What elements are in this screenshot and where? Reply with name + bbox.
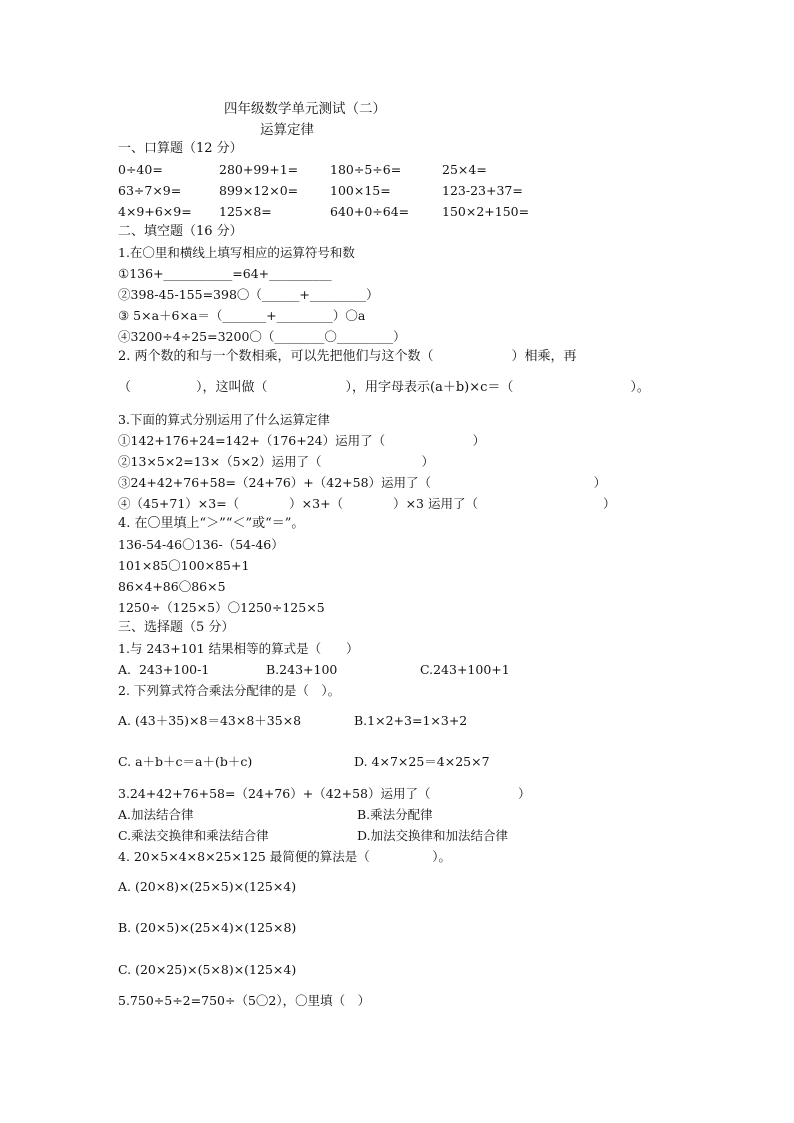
fill-q1-item: ②398-45-155=398〇（______+_________） <box>118 287 379 302</box>
choice-option: A.加法结合律 <box>118 807 194 822</box>
fill-q3-item: ①142+176+24=142+（176+24）运用了（ ） <box>118 433 486 448</box>
choice-q3-stem: 3.24+42+76+58=（24+76）+（42+58）运用了（ ） <box>118 786 531 801</box>
oral-item: 150×2+150= <box>442 204 530 219</box>
page-title: 四年级数学单元测试（二） <box>224 101 386 117</box>
fill-q2-line: 2. 两个数的和与一个数相乘，可以先把他们与这个数（ ）相乘，再 <box>118 349 577 364</box>
fill-q3-item: ③24+42+76+58=（24+76）+（42+58）运用了（ ） <box>118 475 607 490</box>
fill-q1-item: ④3200÷4÷25=3200〇（________〇_________） <box>118 329 406 344</box>
page-subtitle: 运算定律 <box>260 122 314 138</box>
oral-item: 100×15= <box>330 183 391 198</box>
section-2-heading: 二、填空题（16 分） <box>118 224 243 239</box>
choice-q5-stem: 5.750÷5÷2=750÷（5〇2），〇里填（ ） <box>118 993 371 1008</box>
fill-q3-item: ④（45+71）×3=（ ）×3+（ ）×3 运用了（ ） <box>118 496 616 511</box>
compare-item: 101×85〇100×85+1 <box>118 558 250 573</box>
oral-item: 4×9+6×9= <box>118 204 192 219</box>
choice-option: B.乘法分配律 <box>357 807 433 822</box>
fill-q2-line: （ ），这叫做（ ），用字母表示(a＋b)×c＝（ ）。 <box>118 380 650 395</box>
choice-option: A. (20×8)×(25×5)×(125×4) <box>118 879 297 894</box>
choice-option: A. 243+100-1 <box>118 662 210 677</box>
fill-q1-item: ①136+___________=64+__________ <box>118 266 332 281</box>
fill-q1-item: ③ 5×a＋6×a＝（_______+_________）〇a <box>118 308 366 323</box>
choice-option: C. a＋b＋c＝a＋(b＋c) <box>118 754 253 769</box>
oral-item: 63÷7×9= <box>118 183 182 198</box>
oral-item: 0÷40= <box>118 162 163 177</box>
choice-option: D. 4×7×25＝4×25×7 <box>354 754 490 769</box>
fill-q1-stem: 1.在〇里和横线上填写相应的运算符号和数 <box>118 245 355 260</box>
section-3-heading: 三、选择题（5 分） <box>118 620 235 635</box>
choice-option: D.加法交换律和加法结合律 <box>357 828 509 843</box>
fill-q3-stem: 3.下面的算式分别运用了什么运算定律 <box>118 412 330 427</box>
oral-item: 125×8= <box>219 204 272 219</box>
choice-option: B.243+100 <box>266 662 338 677</box>
choice-option: A. (43＋35)×8＝43×8＋35×8 <box>118 713 302 728</box>
choice-option: C.乘法交换律和乘法结合律 <box>118 828 269 843</box>
fill-q4-stem: 4. 在〇里填上“＞”“＜”或“＝”。 <box>118 516 305 531</box>
section-1-heading: 一、口算题（12 分） <box>118 141 243 156</box>
choice-q1-stem: 1.与 243+101 结果相等的算式是（ ） <box>118 641 359 656</box>
oral-item: 25×4= <box>442 162 487 177</box>
choice-option: B.1×2+3=1×3+2 <box>354 713 468 728</box>
oral-item: 280+99+1= <box>219 162 299 177</box>
fill-q3-item: ②13×5×2=13×（5×2）运用了（ ） <box>118 454 434 469</box>
oral-item: 123-23+37= <box>442 183 523 198</box>
oral-item: 899×12×0= <box>219 183 299 198</box>
oral-item: 640+0÷64= <box>330 204 410 219</box>
choice-option: C. (20×25)×(5×8)×(125×4) <box>118 962 297 977</box>
compare-item: 136-54-46〇136-（54-46） <box>118 537 284 552</box>
oral-item: 180÷5÷6= <box>330 162 402 177</box>
choice-q4-stem: 4. 20×5×4×8×25×125 最简便的算法是（ ）。 <box>118 849 452 864</box>
compare-item: 1250÷（125×5）〇1250÷125×5 <box>118 600 325 615</box>
compare-item: 86×4+86〇86×5 <box>118 579 226 594</box>
choice-option: B. (20×5)×(25×4)×(125×8) <box>118 920 297 935</box>
choice-option: C.243+100+1 <box>420 662 510 677</box>
choice-q2-stem: 2. 下列算式符合乘法分配律的是（ ）。 <box>118 683 341 698</box>
